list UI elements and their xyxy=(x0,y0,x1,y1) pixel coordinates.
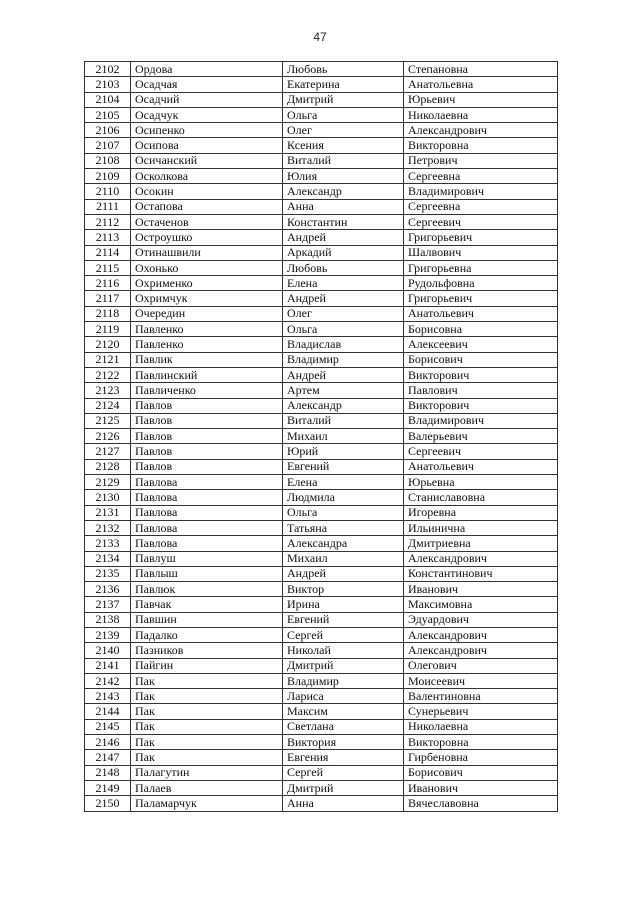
row-number-cell: 2114 xyxy=(85,245,131,260)
page-number: 47 xyxy=(313,30,327,44)
row-number-cell: 2107 xyxy=(85,138,131,153)
first-name-cell: Анна xyxy=(283,199,404,214)
patronymic-cell: Павлович xyxy=(404,383,558,398)
table-row xyxy=(85,459,558,474)
first-name-cell: Евгения xyxy=(283,750,404,765)
row-number-cell: 2137 xyxy=(85,597,131,612)
last-name-cell: Осичанский xyxy=(131,153,283,168)
table-row xyxy=(85,551,558,566)
last-name-cell: Осипова xyxy=(131,138,283,153)
patronymic-cell: Григорьевич xyxy=(404,291,558,306)
first-name-cell: Ольга xyxy=(283,107,404,122)
table-row xyxy=(85,245,558,260)
row-number-cell: 2102 xyxy=(85,62,131,77)
patronymic-cell: Рудольфовна xyxy=(404,276,558,291)
first-name-cell: Дмитрий xyxy=(283,658,404,673)
patronymic-cell: Эдуардович xyxy=(404,612,558,627)
first-name-cell: Ксения xyxy=(283,138,404,153)
last-name-cell: Отинашвили xyxy=(131,245,283,260)
last-name-cell: Падалко xyxy=(131,627,283,642)
patronymic-cell: Степановна xyxy=(404,62,558,77)
row-number-cell: 2146 xyxy=(85,735,131,750)
first-name-cell: Екатерина xyxy=(283,77,404,92)
first-name-cell: Светлана xyxy=(283,719,404,734)
last-name-cell: Павлова xyxy=(131,505,283,520)
row-number-cell: 2126 xyxy=(85,429,131,444)
table-row xyxy=(85,260,558,275)
row-number-cell: 2143 xyxy=(85,689,131,704)
patronymic-cell: Анатольевич xyxy=(404,306,558,321)
first-name-cell: Сергей xyxy=(283,765,404,780)
first-name-cell: Евгений xyxy=(283,459,404,474)
last-name-cell: Павленко xyxy=(131,322,283,337)
first-name-cell: Любовь xyxy=(283,62,404,77)
patronymic-cell: Олегович xyxy=(404,658,558,673)
first-name-cell: Владимир xyxy=(283,352,404,367)
row-number-cell: 2125 xyxy=(85,413,131,428)
table-row xyxy=(85,352,558,367)
patronymic-cell: Ильинична xyxy=(404,520,558,535)
row-number-cell: 2139 xyxy=(85,627,131,642)
row-number-cell: 2134 xyxy=(85,551,131,566)
patronymic-cell: Владимирович xyxy=(404,184,558,199)
table-row xyxy=(85,153,558,168)
first-name-cell: Михаил xyxy=(283,429,404,444)
table-row xyxy=(85,612,558,627)
table-row xyxy=(85,566,558,581)
patronymic-cell: Викторович xyxy=(404,398,558,413)
table-row xyxy=(85,765,558,780)
patronymic-cell: Викторовна xyxy=(404,735,558,750)
last-name-cell: Пазников xyxy=(131,643,283,658)
patronymic-cell: Станиславовна xyxy=(404,490,558,505)
patronymic-cell: Валерьевич xyxy=(404,429,558,444)
first-name-cell: Ольга xyxy=(283,505,404,520)
first-name-cell: Евгений xyxy=(283,612,404,627)
last-name-cell: Павличенко xyxy=(131,383,283,398)
patronymic-cell: Викторович xyxy=(404,367,558,382)
table-row xyxy=(85,92,558,107)
table-row xyxy=(85,704,558,719)
patronymic-cell: Дмитриевна xyxy=(404,536,558,551)
patronymic-cell: Григорьевна xyxy=(404,260,558,275)
row-number-cell: 2105 xyxy=(85,107,131,122)
last-name-cell: Осокин xyxy=(131,184,283,199)
table-row xyxy=(85,444,558,459)
last-name-cell: Павлова xyxy=(131,490,283,505)
row-number-cell: 2138 xyxy=(85,612,131,627)
table-row xyxy=(85,77,558,92)
table-row xyxy=(85,413,558,428)
last-name-cell: Павлов xyxy=(131,444,283,459)
first-name-cell: Татьяна xyxy=(283,520,404,535)
table-row xyxy=(85,520,558,535)
patronymic-cell: Петрович xyxy=(404,153,558,168)
last-name-cell: Павленко xyxy=(131,337,283,352)
first-name-cell: Артем xyxy=(283,383,404,398)
patronymic-cell: Борисовна xyxy=(404,322,558,337)
table-row xyxy=(85,230,558,245)
last-name-cell: Осипенко xyxy=(131,123,283,138)
last-name-cell: Остаченов xyxy=(131,214,283,229)
table-row xyxy=(85,107,558,122)
first-name-cell: Константин xyxy=(283,214,404,229)
row-number-cell: 2120 xyxy=(85,337,131,352)
last-name-cell: Павшин xyxy=(131,612,283,627)
first-name-cell: Ирина xyxy=(283,597,404,612)
patronymic-cell: Борисович xyxy=(404,765,558,780)
patronymic-cell: Моисеевич xyxy=(404,673,558,688)
row-number-cell: 2124 xyxy=(85,398,131,413)
table-row xyxy=(85,597,558,612)
table-row xyxy=(85,62,558,77)
patronymic-cell: Николаевна xyxy=(404,719,558,734)
first-name-cell: Максим xyxy=(283,704,404,719)
first-name-cell: Андрей xyxy=(283,291,404,306)
last-name-cell: Пак xyxy=(131,719,283,734)
patronymic-cell: Викторовна xyxy=(404,138,558,153)
last-name-cell: Павлова xyxy=(131,536,283,551)
table-row xyxy=(85,505,558,520)
last-name-cell: Павчак xyxy=(131,597,283,612)
last-name-cell: Павлыш xyxy=(131,566,283,581)
table-row xyxy=(85,490,558,505)
table-row xyxy=(85,719,558,734)
row-number-cell: 2150 xyxy=(85,796,131,811)
last-name-cell: Павлов xyxy=(131,459,283,474)
table-row xyxy=(85,582,558,597)
last-name-cell: Охримчук xyxy=(131,291,283,306)
last-name-cell: Осадчая xyxy=(131,77,283,92)
first-name-cell: Александр xyxy=(283,398,404,413)
table-row xyxy=(85,199,558,214)
patronymic-cell: Анатольевна xyxy=(404,77,558,92)
row-number-cell: 2119 xyxy=(85,322,131,337)
table-row xyxy=(85,276,558,291)
table-row xyxy=(85,536,558,551)
last-name-cell: Пак xyxy=(131,735,283,750)
patronymic-cell: Иванович xyxy=(404,780,558,795)
row-number-cell: 2113 xyxy=(85,230,131,245)
patronymic-cell: Сунерьевич xyxy=(404,704,558,719)
patronymic-cell: Константинович xyxy=(404,566,558,581)
name-list-table xyxy=(84,61,558,812)
first-name-cell: Александр xyxy=(283,184,404,199)
patronymic-cell: Владимирович xyxy=(404,413,558,428)
row-number-cell: 2136 xyxy=(85,582,131,597)
last-name-cell: Остапова xyxy=(131,199,283,214)
table-row xyxy=(85,214,558,229)
patronymic-cell: Игоревна xyxy=(404,505,558,520)
last-name-cell: Павлов xyxy=(131,398,283,413)
row-number-cell: 2118 xyxy=(85,306,131,321)
last-name-cell: Пак xyxy=(131,704,283,719)
row-number-cell: 2142 xyxy=(85,673,131,688)
last-name-cell: Павлова xyxy=(131,475,283,490)
last-name-cell: Осадчий xyxy=(131,92,283,107)
row-number-cell: 2108 xyxy=(85,153,131,168)
patronymic-cell: Алексеевич xyxy=(404,337,558,352)
first-name-cell: Андрей xyxy=(283,367,404,382)
table-row xyxy=(85,429,558,444)
last-name-cell: Пак xyxy=(131,750,283,765)
row-number-cell: 2140 xyxy=(85,643,131,658)
row-number-cell: 2144 xyxy=(85,704,131,719)
row-number-cell: 2147 xyxy=(85,750,131,765)
last-name-cell: Охрименко xyxy=(131,276,283,291)
patronymic-cell: Александрович xyxy=(404,627,558,642)
table-row xyxy=(85,689,558,704)
row-number-cell: 2111 xyxy=(85,199,131,214)
row-number-cell: 2145 xyxy=(85,719,131,734)
first-name-cell: Виталий xyxy=(283,153,404,168)
row-number-cell: 2135 xyxy=(85,566,131,581)
row-number-cell: 2115 xyxy=(85,260,131,275)
last-name-cell: Ордова xyxy=(131,62,283,77)
patronymic-cell: Сергеевна xyxy=(404,169,558,184)
first-name-cell: Анна xyxy=(283,796,404,811)
last-name-cell: Павлинский xyxy=(131,367,283,382)
row-number-cell: 2128 xyxy=(85,459,131,474)
first-name-cell: Лариса xyxy=(283,689,404,704)
patronymic-cell: Сергеевич xyxy=(404,214,558,229)
name-list-body xyxy=(85,62,558,812)
table-row xyxy=(85,306,558,321)
last-name-cell: Осколкова xyxy=(131,169,283,184)
first-name-cell: Людмила xyxy=(283,490,404,505)
patronymic-cell: Юрьевна xyxy=(404,475,558,490)
last-name-cell: Павлов xyxy=(131,429,283,444)
first-name-cell: Юлия xyxy=(283,169,404,184)
table-row xyxy=(85,383,558,398)
patronymic-cell: Юрьевич xyxy=(404,92,558,107)
table-row xyxy=(85,735,558,750)
first-name-cell: Сергей xyxy=(283,627,404,642)
table-row xyxy=(85,673,558,688)
first-name-cell: Андрей xyxy=(283,230,404,245)
row-number-cell: 2130 xyxy=(85,490,131,505)
row-number-cell: 2121 xyxy=(85,352,131,367)
table-row xyxy=(85,123,558,138)
last-name-cell: Пайгин xyxy=(131,658,283,673)
patronymic-cell: Иванович xyxy=(404,582,558,597)
first-name-cell: Николай xyxy=(283,643,404,658)
first-name-cell: Юрий xyxy=(283,444,404,459)
first-name-cell: Аркадий xyxy=(283,245,404,260)
table-row xyxy=(85,627,558,642)
row-number-cell: 2132 xyxy=(85,520,131,535)
table-row xyxy=(85,780,558,795)
last-name-cell: Палаев xyxy=(131,780,283,795)
first-name-cell: Александра xyxy=(283,536,404,551)
last-name-cell: Павлуш xyxy=(131,551,283,566)
last-name-cell: Павлов xyxy=(131,413,283,428)
row-number-cell: 2106 xyxy=(85,123,131,138)
first-name-cell: Виктория xyxy=(283,735,404,750)
last-name-cell: Пак xyxy=(131,689,283,704)
patronymic-cell: Александрович xyxy=(404,643,558,658)
first-name-cell: Олег xyxy=(283,123,404,138)
last-name-cell: Павлюк xyxy=(131,582,283,597)
first-name-cell: Андрей xyxy=(283,566,404,581)
row-number-cell: 2149 xyxy=(85,780,131,795)
table-row xyxy=(85,138,558,153)
table-row xyxy=(85,475,558,490)
table-row xyxy=(85,291,558,306)
last-name-cell: Пак xyxy=(131,673,283,688)
patronymic-cell: Александрович xyxy=(404,551,558,566)
row-number-cell: 2148 xyxy=(85,765,131,780)
table-row xyxy=(85,337,558,352)
patronymic-cell: Александрович xyxy=(404,123,558,138)
row-number-cell: 2141 xyxy=(85,658,131,673)
patronymic-cell: Сергеевич xyxy=(404,444,558,459)
table-row xyxy=(85,750,558,765)
first-name-cell: Любовь xyxy=(283,260,404,275)
table-row xyxy=(85,658,558,673)
table-row xyxy=(85,322,558,337)
first-name-cell: Ольга xyxy=(283,322,404,337)
row-number-cell: 2127 xyxy=(85,444,131,459)
patronymic-cell: Николаевна xyxy=(404,107,558,122)
first-name-cell: Виталий xyxy=(283,413,404,428)
patronymic-cell: Вячеславовна xyxy=(404,796,558,811)
patronymic-cell: Сергеевна xyxy=(404,199,558,214)
first-name-cell: Елена xyxy=(283,276,404,291)
table-row xyxy=(85,367,558,382)
first-name-cell: Владислав xyxy=(283,337,404,352)
table-row xyxy=(85,184,558,199)
first-name-cell: Виктор xyxy=(283,582,404,597)
patronymic-cell: Валентиновна xyxy=(404,689,558,704)
last-name-cell: Очередин xyxy=(131,306,283,321)
table-row xyxy=(85,643,558,658)
last-name-cell: Павлова xyxy=(131,520,283,535)
row-number-cell: 2117 xyxy=(85,291,131,306)
row-number-cell: 2110 xyxy=(85,184,131,199)
last-name-cell: Паламарчук xyxy=(131,796,283,811)
last-name-cell: Остроушко xyxy=(131,230,283,245)
table-row xyxy=(85,169,558,184)
row-number-cell: 2133 xyxy=(85,536,131,551)
row-number-cell: 2129 xyxy=(85,475,131,490)
patronymic-cell: Григорьевич xyxy=(404,230,558,245)
first-name-cell: Дмитрий xyxy=(283,780,404,795)
first-name-cell: Дмитрий xyxy=(283,92,404,107)
row-number-cell: 2112 xyxy=(85,214,131,229)
table-row xyxy=(85,796,558,811)
first-name-cell: Владимир xyxy=(283,673,404,688)
patronymic-cell: Борисович xyxy=(404,352,558,367)
patronymic-cell: Максимовна xyxy=(404,597,558,612)
first-name-cell: Михаил xyxy=(283,551,404,566)
first-name-cell: Олег xyxy=(283,306,404,321)
patronymic-cell: Гирбеновна xyxy=(404,750,558,765)
row-number-cell: 2109 xyxy=(85,169,131,184)
row-number-cell: 2104 xyxy=(85,92,131,107)
last-name-cell: Осадчук xyxy=(131,107,283,122)
last-name-cell: Палагутин xyxy=(131,765,283,780)
table-row xyxy=(85,398,558,413)
patronymic-cell: Шалвович xyxy=(404,245,558,260)
row-number-cell: 2116 xyxy=(85,276,131,291)
last-name-cell: Охонько xyxy=(131,260,283,275)
row-number-cell: 2123 xyxy=(85,383,131,398)
first-name-cell: Елена xyxy=(283,475,404,490)
row-number-cell: 2103 xyxy=(85,77,131,92)
last-name-cell: Павлик xyxy=(131,352,283,367)
row-number-cell: 2131 xyxy=(85,505,131,520)
patronymic-cell: Анатольевич xyxy=(404,459,558,474)
row-number-cell: 2122 xyxy=(85,367,131,382)
